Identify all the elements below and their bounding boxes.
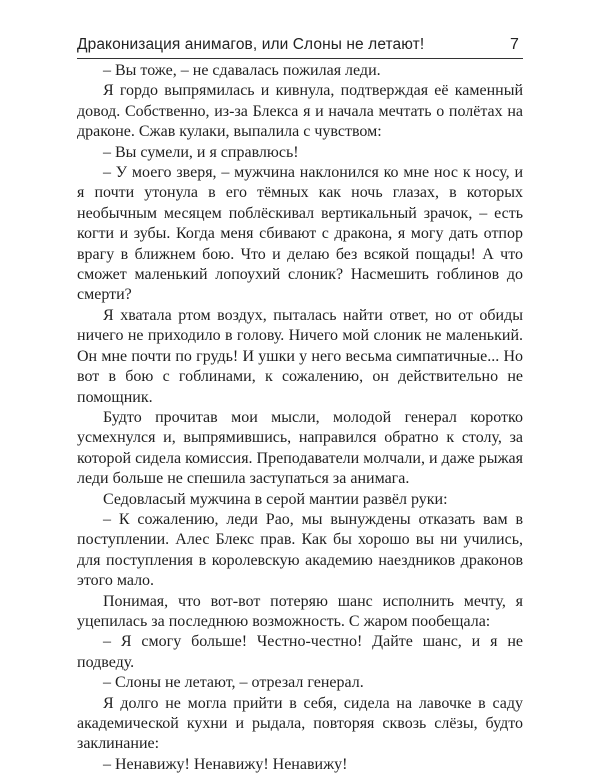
paragraph: – Ненавижу! Ненавижу! Ненавижу! [103, 755, 348, 773]
paragraph: Я долго не могла прийти в себя, сидела на лавочке в саду академической кухни и рыдала, повторяя сквозь слёзы, будто заклинание: [77, 694, 523, 753]
paragraph: – Слоны не летают, – отрезал генерал. [103, 674, 364, 692]
paragraph: Седовласый мужчина в серой мантии развёл руки: [103, 490, 448, 508]
running-head [77, 34, 523, 56]
paragraph: – К сожалению, леди Рао, мы вынуждены отказать вам в поступлении. Алес Блекс прав. Как бы хорошо вы ни учились, для поступления в королевскую академию наездников драконов этого мало. [77, 510, 523, 590]
paragraph: – Я смогу больше! Честно-честно! Дайте шанс, и я не подведу. [77, 633, 523, 671]
header-rule [77, 58, 523, 59]
paragraph: – У моего зверя, – мужчина наклонился ко мне нос к носу, и я почти утонула в его тёмных как ночь глазах, в которых необычным месяцем поблёскивал вертикальный зрачок, – есть когти и зубы. Когда меня сбивают с дракона, я могу дать отпор врагу в ближнем бою. Что и делаю без всякой пощады! А что сможет маленький лопоухий слоник? Насмешить гоблинов до смерти? [77, 164, 523, 304]
body-text [77, 61, 523, 775]
paragraph: Понимая, что вот-вот потеряю шанс исполнить мечту, я уцепилась за последнюю возможность. С жаром пообещала: [77, 592, 523, 630]
paragraph: – Вы тоже, – не сдавалась пожилая леди. [103, 62, 381, 79]
book-page [77, 0, 523, 773]
page-number: 7 [510, 36, 519, 53]
paragraph: – Вы сумели, и я справлюсь! [103, 143, 299, 161]
running-head-title: Драконизация анимагов, или Слоны не летают! [77, 36, 425, 53]
paragraph: Я гордо выпрямилась и кивнула, подтверждая её каменный довод. Собственно, из-за Блекса я и начала мечтать о полётах на драконе. Сжав кулаки, выпалила с чувством: [77, 82, 523, 141]
paragraph: Будто прочитав мои мысли, молодой генерал коротко усмехнулся и, выпрямившись, направился обратно к столу, за которой сидела комиссия. Преподаватели молчали, и даже рыжая леди больше не спешила заступаться за анимага. [77, 408, 523, 488]
paragraph: Я хватала ртом воздух, пыталась найти ответ, но от обиды ничего не приходило в голову. Ничего мой слоник не маленький. Он мне почти по грудь! И ушки у него весьма симпатичные... Но вот в бою с гоблинами, к сожалению, он действительно не помощник. [77, 306, 523, 406]
